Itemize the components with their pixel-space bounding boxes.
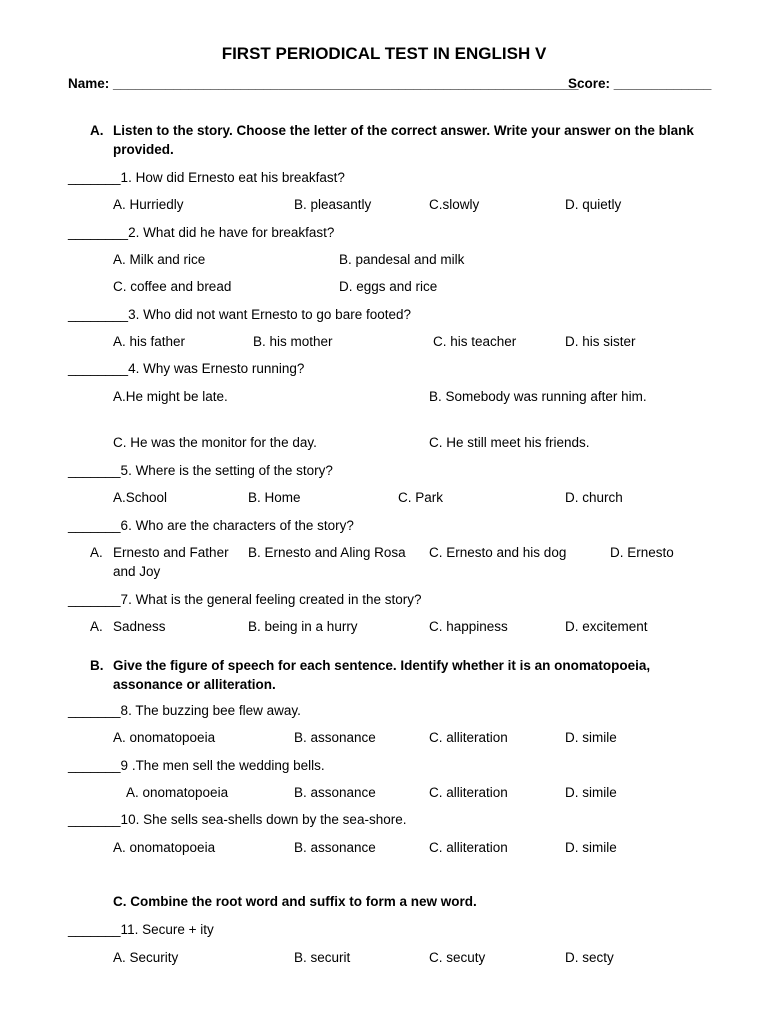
choice: D. excitement bbox=[565, 619, 648, 634]
section-b-letter: B. bbox=[90, 658, 104, 673]
question-stem: _______7. What is the general feeling created in the story? bbox=[68, 592, 422, 607]
choice: B. assonance bbox=[294, 840, 376, 855]
choice: C.slowly bbox=[429, 197, 480, 212]
choice: B. assonance bbox=[294, 785, 376, 800]
choice: B. being in a hurry bbox=[248, 619, 358, 634]
page-title: FIRST PERIODICAL TEST IN ENGLISH V bbox=[221, 44, 547, 63]
choice: B. assonance bbox=[294, 730, 376, 745]
question-stem: _______5. Where is the setting of the story? bbox=[68, 463, 333, 478]
choice: B. Home bbox=[248, 490, 301, 505]
section-c-instruction: C. Combine the root word and suffix to form a new word. bbox=[113, 894, 477, 909]
question-stem: _______6. Who are the characters of the story? bbox=[68, 518, 354, 533]
question-stem: ________4. Why was Ernesto running? bbox=[68, 361, 305, 376]
choice: A. his father bbox=[113, 334, 186, 349]
question-stem: _______1. How did Ernesto eat his breakfast? bbox=[68, 170, 345, 185]
choice: C. his teacher bbox=[433, 334, 517, 349]
choice: A. Milk and rice bbox=[113, 252, 206, 267]
choice: B. Ernesto and Aling Rosa bbox=[248, 545, 406, 560]
choice: D. simile bbox=[565, 730, 617, 745]
choice: D. eggs and rice bbox=[339, 279, 438, 294]
question-stem: ________2. What did he have for breakfast? bbox=[68, 225, 335, 240]
score-field-label: Score: _____________ bbox=[568, 76, 712, 91]
choice: B. pandesal and milk bbox=[339, 252, 465, 267]
choice: D. his sister bbox=[565, 334, 636, 349]
choice: D. simile bbox=[565, 785, 617, 800]
choice: B. securit bbox=[294, 950, 351, 965]
choice: C. alliteration bbox=[429, 785, 508, 800]
choice-letter: A. bbox=[90, 545, 103, 560]
name-field-label: Name: ______________________________________________________________ bbox=[68, 76, 579, 91]
choice: D. church bbox=[565, 490, 623, 505]
choice: C. Ernesto and his dog bbox=[429, 545, 567, 560]
choice: A. onomatopoeia bbox=[113, 840, 216, 855]
choice: A.He might be late. bbox=[113, 389, 228, 404]
choice: C. happiness bbox=[429, 619, 508, 634]
choice: C. coffee and bread bbox=[113, 279, 232, 294]
choice: Ernesto and Father bbox=[113, 545, 229, 560]
question-stem: _______9 .The men sell the wedding bells. bbox=[68, 758, 325, 773]
question-stem: _______11. Secure + ity bbox=[68, 922, 214, 937]
choice: D. quietly bbox=[565, 197, 622, 212]
choice: C. secuty bbox=[429, 950, 486, 965]
choice: Sadness bbox=[113, 619, 166, 634]
section-a-instruction: Listen to the story. Choose the letter of the correct answer. Write your answer on the blank provided. bbox=[113, 123, 694, 157]
choice: C. He still meet his friends. bbox=[429, 435, 590, 450]
choice: B. his mother bbox=[253, 334, 333, 349]
choice-continuation: and Joy bbox=[113, 564, 161, 579]
question-stem: _______8. The buzzing bee flew away. bbox=[68, 703, 301, 718]
section-b-instruction: Give the figure of speech for each sentence. Identify whether it is an onomatopoeia, assonance or alliteration. bbox=[113, 658, 651, 692]
choice: A. Security bbox=[113, 950, 179, 965]
choice-letter: A. bbox=[90, 619, 103, 634]
question-stem: ________3. Who did not want Ernesto to go bare footed? bbox=[68, 307, 411, 322]
choice: C. Park bbox=[398, 490, 444, 505]
choice: A. onomatopoeia bbox=[126, 785, 229, 800]
question-stem: _______10. She sells sea-shells down by the sea-shore. bbox=[68, 812, 407, 827]
choice: C. He was the monitor for the day. bbox=[113, 435, 317, 450]
choice: C. alliteration bbox=[429, 730, 508, 745]
choice: D. simile bbox=[565, 840, 617, 855]
choice: B. Somebody was running after him. bbox=[429, 389, 647, 404]
choice: C. alliteration bbox=[429, 840, 508, 855]
choice: A. Hurriedly bbox=[113, 197, 184, 212]
section-a-letter: A. bbox=[90, 123, 104, 138]
choice: A. onomatopoeia bbox=[113, 730, 216, 745]
choice: B. pleasantly bbox=[294, 197, 372, 212]
choice: A.School bbox=[113, 490, 168, 505]
choice: D. Ernesto bbox=[610, 545, 674, 560]
choice: D. secty bbox=[565, 950, 614, 965]
